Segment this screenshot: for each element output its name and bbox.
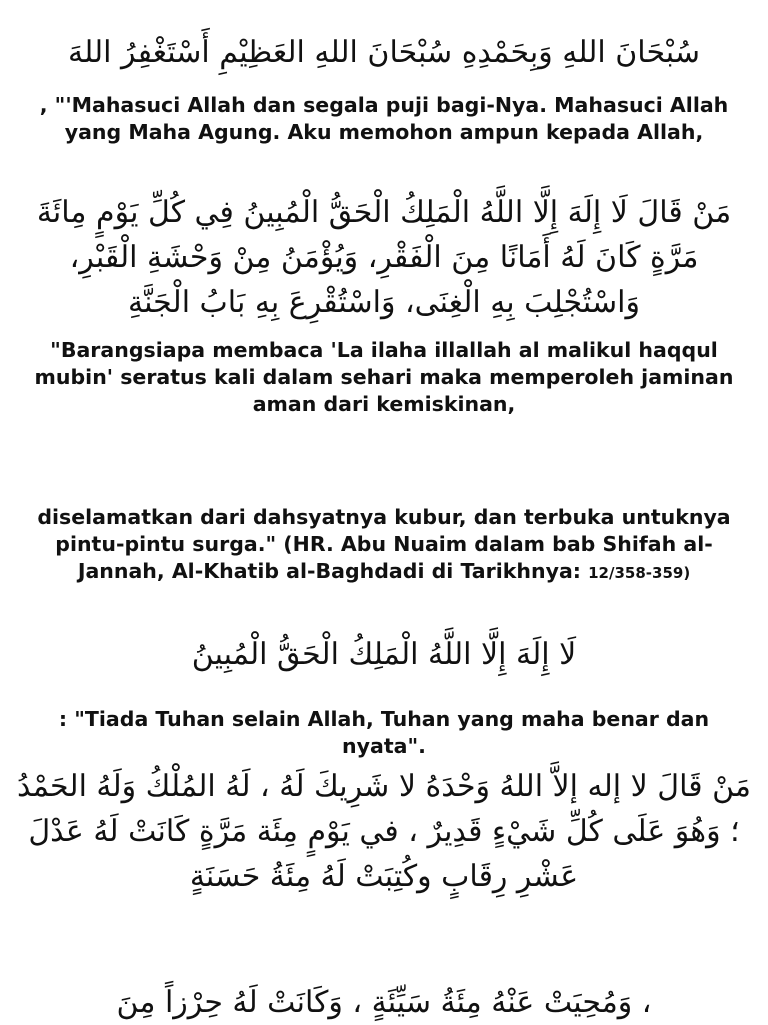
translation-hadith-part-1: "Barangsiapa membaca 'La ilaha illallah al malikul haqqul mubin' seratus kali dalam sehari maka memperoleh jaminan aman dari kemiskinan, bbox=[34, 338, 734, 416]
arabic-tahlil-short: لَا إِلَهَ إِلَّا اللَّهُ الْمَلِكُ الْحَقُّ الْمُبِينُ bbox=[191, 637, 577, 672]
translation-hadith-part-2 bbox=[14, 504, 754, 587]
hadith-text: diselamatkan dari dahsyatnya kubur, dan terbuka untuknya pintu-pintu surga." (HR. Abu Nuaim dalam bab Shifah al-Jannah, Al-Khatib al-Baghdadi di Tarikhnya: bbox=[37, 505, 731, 583]
arabic-dhikr-tasbih: سُبْحَانَ اللهِ وَبِحَمْدِهِ سُبْحَانَ اللهِ العَظِيْمِ أَسْتَغْفِرُ اللهَ bbox=[68, 35, 700, 70]
hadith-reference-numbers: 12/358-359) bbox=[588, 564, 691, 582]
translation-tasbih: , "'Mahasuci Allah dan segala puji bagi-Nya. Mahasuci Allah yang Maha Agung. Aku memohon ampun kepada Allah, bbox=[39, 93, 729, 144]
translation-tahlil: : "Tiada Tuhan selain Allah, Tuhan yang maha benar dan nyata". bbox=[58, 707, 710, 758]
arabic-hadith-malikul-haqqul-mubin: مَنْ قَالَ لَا إِلَهَ إِلَّا اللَّهُ الْمَلِكُ الْحَقُّ الْمُبِينُ فِي كُلِّ يَوْمٍ مِائَةَ مَرَّةٍ كَانَ لَهُ أَمَانًا مِنَ الْفَقْرِ، وَيُؤْمَنُ مِنْ وَحْشَةِ الْقَبْرِ، وَاسْتُجْلِبَ بِهِ الْغِنَى، وَاسْتُقْرِعَ بِهِ بَابُ الْجَنَّةِ bbox=[36, 195, 732, 320]
arabic-hadith-tahlil-100: مَنْ قَالَ لا إله إلاَّ اللهُ وَحْدَهُ لا شَرِيكَ لَهُ ، لَهُ المُلْكُ وَلَهُ الحَمْدُ ؛ وَهُوَ عَلَى كُلِّ شَيْءٍ قَدِيرٌ ، في يَوْمٍ مِئَة مَرَّةٍ كَانَتْ لَهُ عَدْلَ عَشْرِ رِقَابٍ وكُتِبَتْ لَهُ مِئَةُ حَسَنَةٍ bbox=[16, 769, 752, 894]
arabic-hadith-continuation: ، وَمُحِيَتْ عَنْهُ مِئَةُ سَيِّئَةٍ ، وَكَانَتْ لَهُ حِرْزاً مِنَ bbox=[116, 985, 652, 1020]
